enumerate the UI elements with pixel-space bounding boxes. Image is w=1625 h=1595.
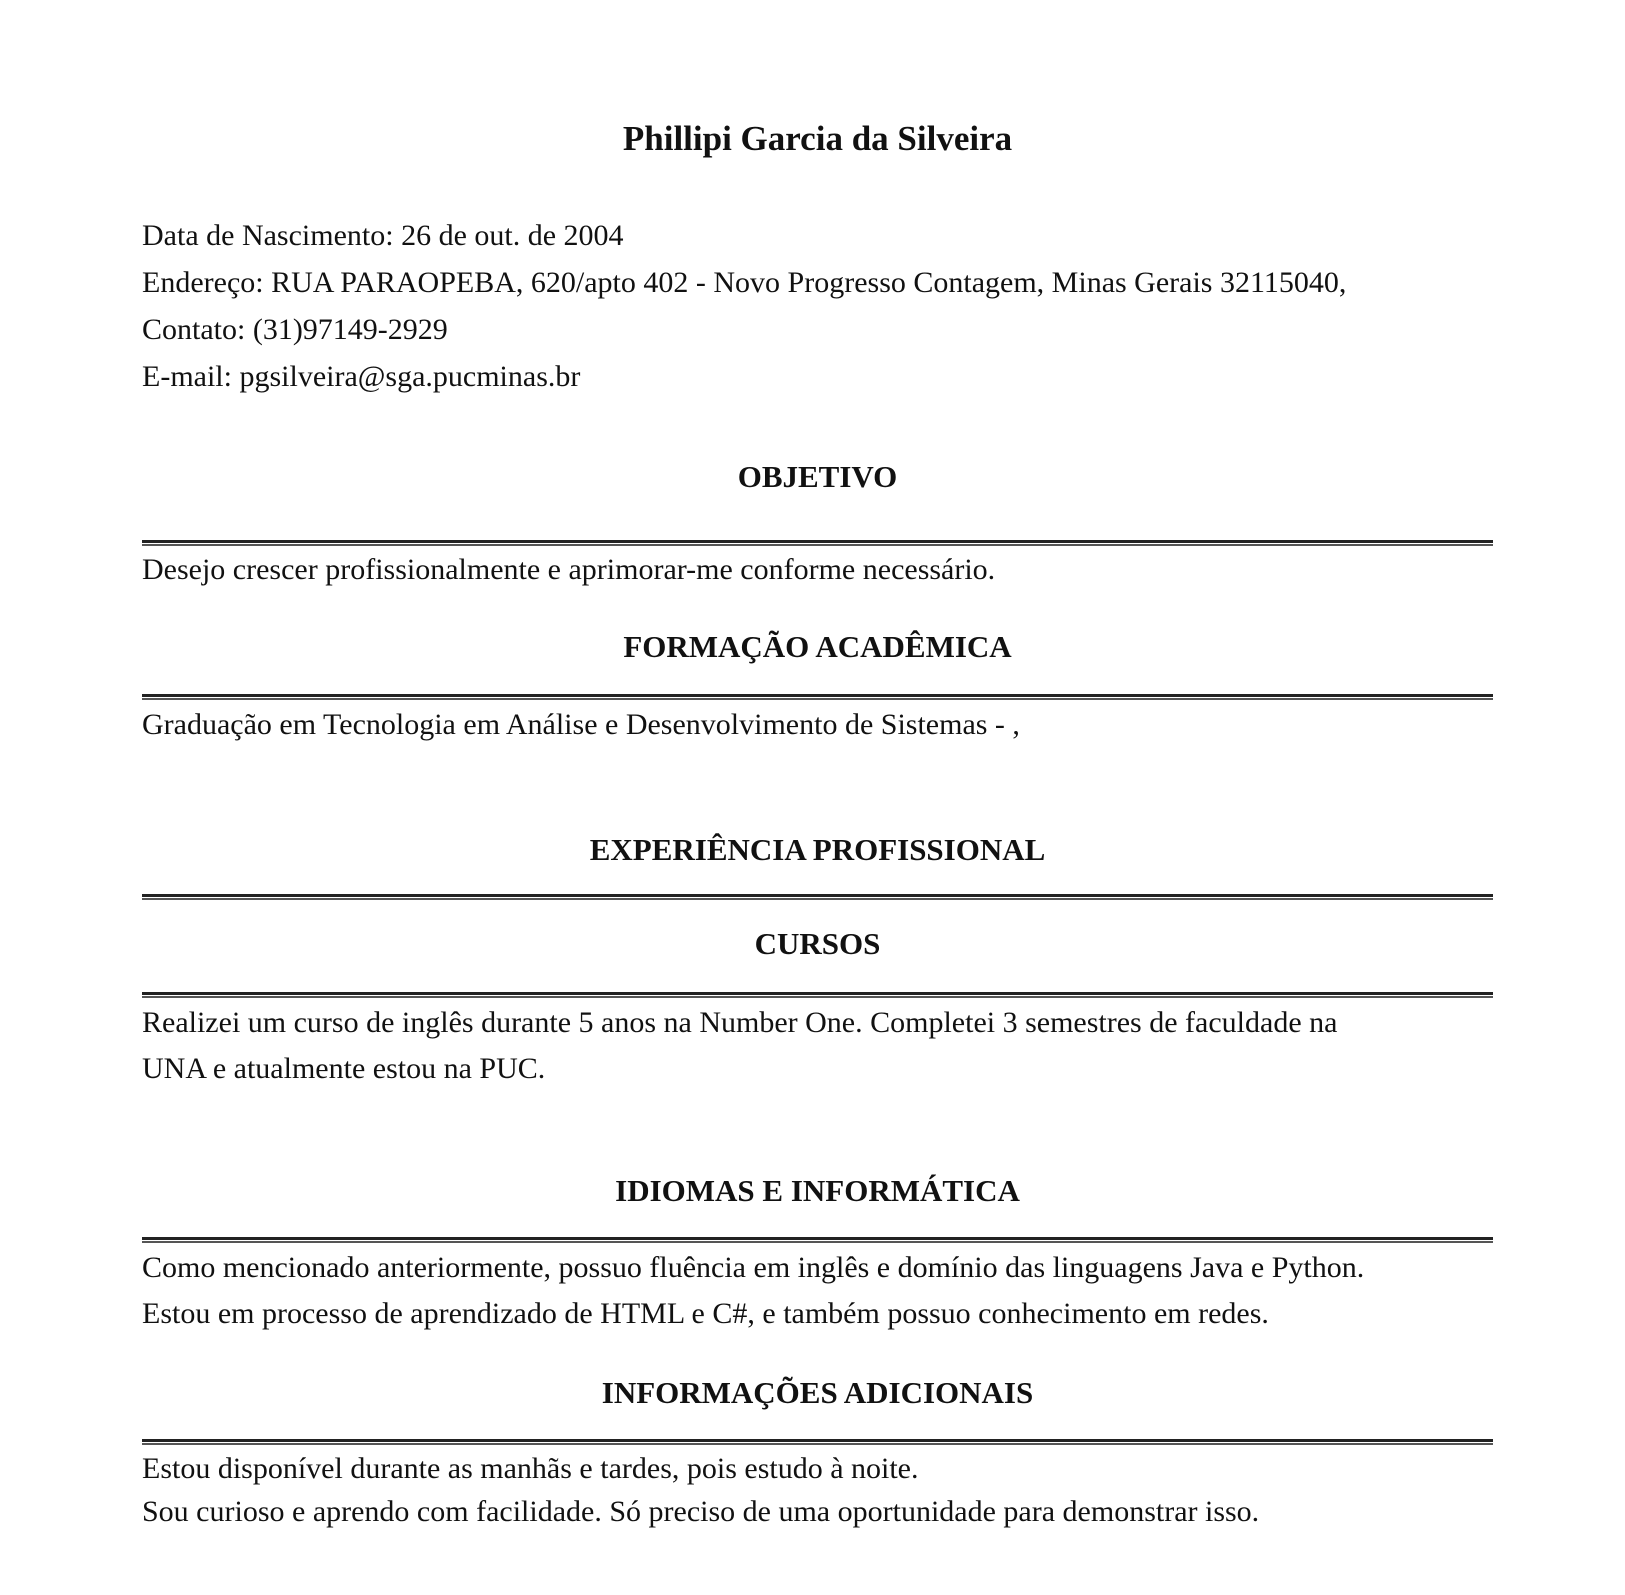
section-divider: [142, 694, 1493, 700]
section-divider: [142, 540, 1493, 546]
section-divider: [142, 894, 1493, 900]
section-body-objetivo: [142, 547, 1493, 593]
section-body-cursos: [142, 1000, 1493, 1092]
paragraph-line: Estou em processo de aprendizado de HTML e C#, e também possuo conhecimento em redes.: [142, 1297, 1269, 1330]
section-title-formacao: FORMAÇÃO ACADÊMICA: [623, 629, 1012, 664]
candidate-name: Phillipi Garcia da Silveira: [622, 119, 1013, 158]
section-title-adicionais: INFORMAÇÕES ADICIONAIS: [601, 1375, 1034, 1410]
section-body-idiomas: [142, 1245, 1493, 1337]
phone: Contato: (31)97149-2929: [142, 313, 448, 346]
section-title-objetivo: OBJETIVO: [737, 459, 898, 494]
paragraph-line: Estou disponível durante as manhãs e tardes, pois estudo à noite.: [142, 1452, 919, 1485]
address: Endereço: RUA PARAOPEBA, 620/apto 402 - Novo Progresso Contagem, Minas Gerais 32115040,: [142, 266, 1347, 299]
birth-date: Data de Nascimento: 26 de out. de 2004: [142, 219, 624, 252]
email: E-mail: pgsilveira@sga.pucminas.br: [142, 360, 581, 393]
section-title-idiomas: IDIOMAS E INFORMÁTICA: [615, 1173, 1020, 1208]
section-divider: [142, 1237, 1493, 1243]
section-title-experiencia: EXPERIÊNCIA PROFISSIONAL: [589, 832, 1046, 867]
section-body-formacao: [142, 702, 1493, 748]
contact-block: [142, 212, 1493, 400]
paragraph-line: Como mencionado anteriormente, possuo fluência em inglês e domínio das linguagens Java e Python.: [142, 1251, 1365, 1284]
section-body-adicionais: [142, 1447, 1493, 1533]
paragraph-line: Graduação em Tecnologia em Análise e Desenvolvimento de Sistemas - ,: [142, 708, 1020, 741]
paragraph-line: Desejo crescer profissionalmente e aprimorar-me conforme necessário.: [142, 553, 996, 586]
section-divider: [142, 1439, 1493, 1445]
paragraph-line: Sou curioso e aprendo com facilidade. Só preciso de uma oportunidade para demonstrar isso.: [142, 1495, 1260, 1528]
section-divider: [142, 992, 1493, 998]
paragraph-line: Realizei um curso de inglês durante 5 anos na Number One. Completei 3 semestres de faculdade na: [142, 1006, 1338, 1039]
section-title-cursos: CURSOS: [754, 926, 881, 961]
paragraph-line: UNA e atualmente estou na PUC.: [142, 1052, 546, 1085]
